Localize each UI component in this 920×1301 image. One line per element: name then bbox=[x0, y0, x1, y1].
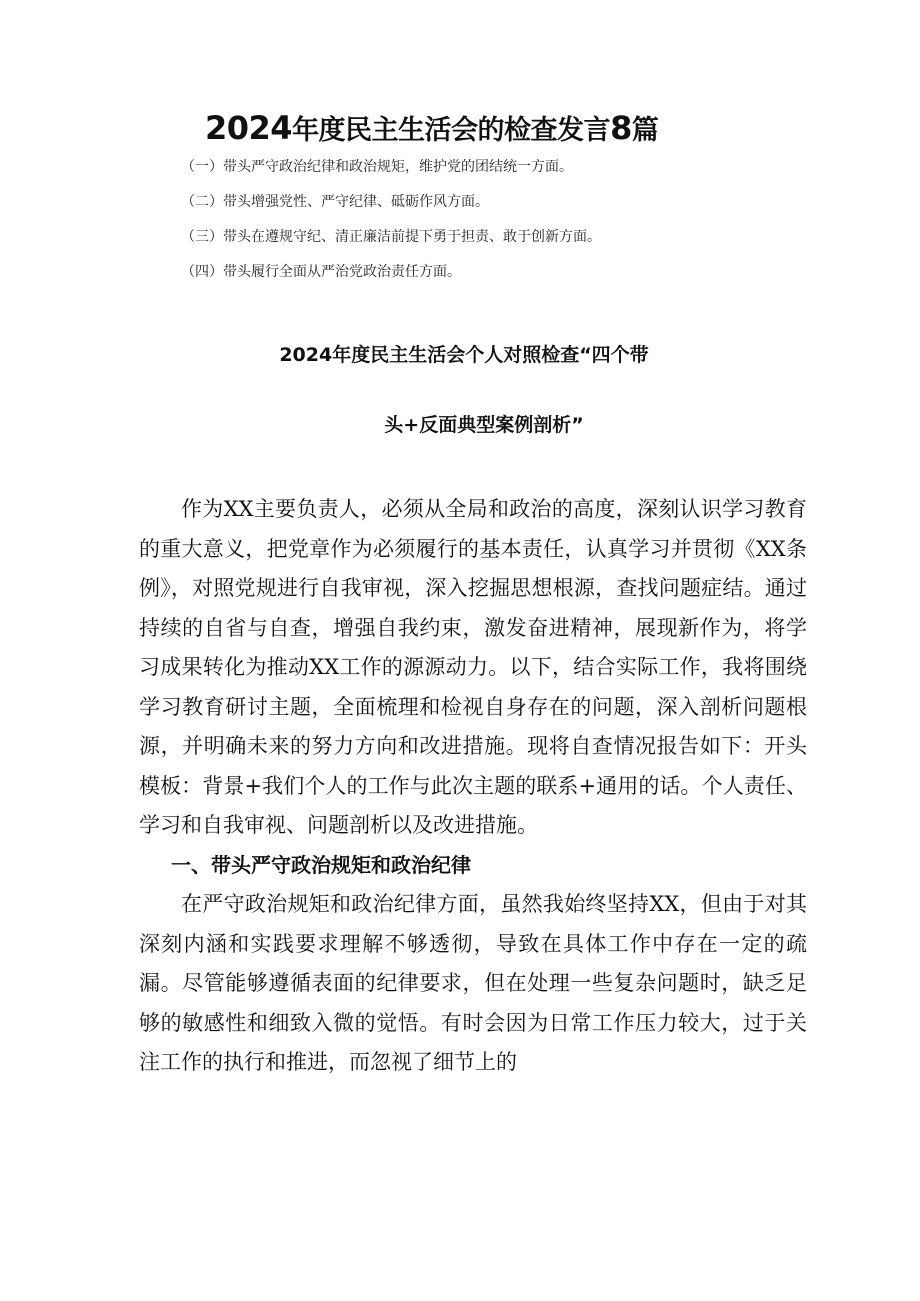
toc-item: （四）带头履行全面从严治党政治责任方面。 bbox=[181, 264, 461, 280]
table-of-contents bbox=[181, 150, 601, 290]
intro-paragraph: 作为XX主要负责人，必须从全局和政治的高度，深刻认识学习教育的重大意义，把党章作为必须履行的基本责任，认真学习并贯彻《XX条例》，对照党规进行自我审视，深入挖掘思想根源，查找问题症结。通过持续的自省与自查，增强自我约束，激发奋进精神，展现新作为，将学习成果转化为推动XX工作的源源动力。以下，结合实际工作，我将围绕学习教育研讨主题，全面梳理和检视自身存在的问题，深入剖析问题根源，并明确未来的努力方向和改进措施。现将自查情况报告如下：开头模板：背景+我们个人的工作与此次主题的联系+通用的话。个人责任、学习和自我审视、问题剖析以及改进措施。 bbox=[139, 497, 807, 837]
section-paragraph: 在严守政治规矩和政治纪律方面，虽然我始终坚持XX，但由于对其深刻内涵和实践要求理解不够透彻，导致在具体工作中存在一定的疏漏。尽管能够遵循表面的纪律要求，但在处理一些复杂问题时，缺乏足够的敏感性和细致入微的觉悟。有时会因为日常工作压力较大，过于关注工作的执行和推进，而忽视了细节上的 bbox=[139, 892, 807, 1074]
title-end: 篇 bbox=[631, 115, 659, 146]
subtitle-line-2: 头+反面典型案例剖析” bbox=[384, 414, 584, 436]
title-number: 8 bbox=[610, 109, 632, 147]
toc-item: （三）带头在遵规守纪、清正廉洁前提下勇于担责、敢于创新方面。 bbox=[181, 229, 601, 245]
section-heading: 一、带头严守政治规矩和政治纪律 bbox=[171, 852, 471, 877]
toc-item: （一）带头严守政治纪律和政治规矩，维护党的团结统一方面。 bbox=[181, 159, 573, 175]
toc-item: （二）带头增强党性、严守纪律、砥砺作风方面。 bbox=[181, 194, 489, 210]
title-middle: 年度民主生活会的检查发言 bbox=[292, 115, 611, 146]
title-year: 2024 bbox=[205, 109, 293, 147]
document-title bbox=[205, 108, 658, 147]
subtitle-line-1: 2024年度民主生活会个人对照检查“四个带 bbox=[279, 344, 649, 366]
body-text bbox=[139, 490, 807, 1083]
